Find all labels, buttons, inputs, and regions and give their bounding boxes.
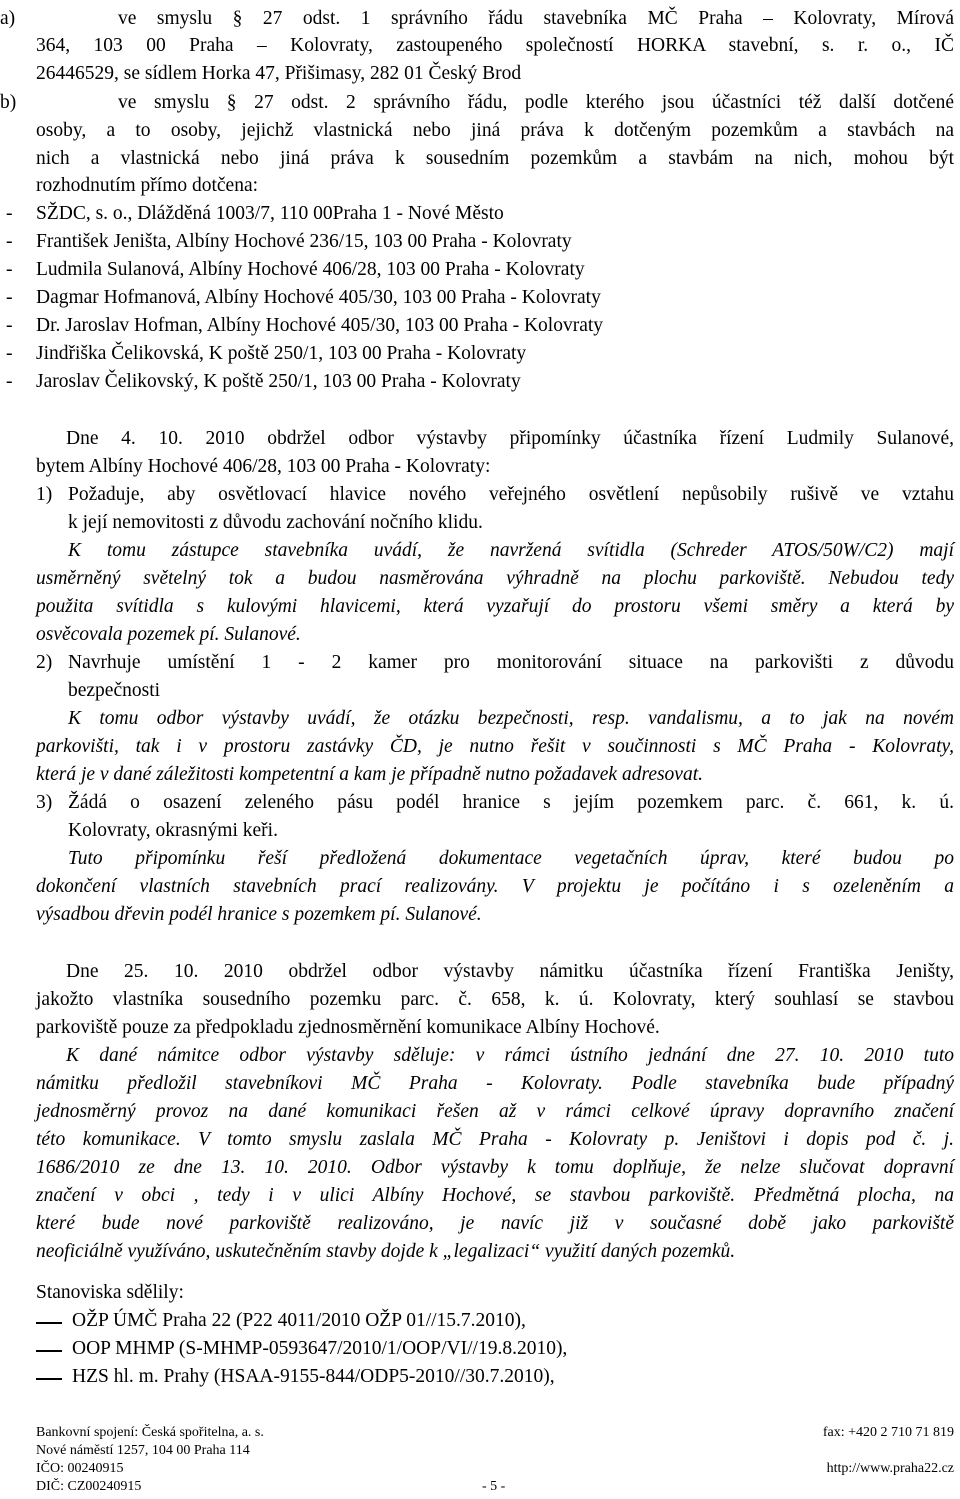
response-line: dokončení vlastních stavebních prací realizovány. V projektu je počítáno i s ozeleněním a — [36, 876, 954, 897]
objection-line: Dne 25. 10. 2010 obdržel odbor výstavby námitku účastníka řízení Františka Jeništy, — [66, 961, 954, 982]
objection-response-line: neoficiálně využíváno, uskutečněním stavby dojde k „legalizaci“ využití daných pozemků. — [36, 1241, 736, 1262]
item-b-line: ve smyslu § 27 odst. 2 správního řádu, podle kterého jsou účastníci též další dotčené — [118, 92, 954, 113]
item-a-line: 364, 103 00 Praha – Kolovraty, zastoupeného společností HORKA stavební, s. r. o., IČ — [36, 35, 954, 56]
comment-line: Požaduje, aby osvětlovací hlavice nového veřejného osvětlení nepůsobily rušivě ve vztahu — [68, 484, 954, 505]
item-b-line: rozhodnutím přímo dotčena: — [36, 175, 259, 196]
participant-item: Dagmar Hofmanová, Albíny Hochové 405/30, 103 00 Praha - Kolovraty — [36, 287, 601, 308]
comment-line: Žádá o osazení zeleného pásu podél hranice s jejím pozemkem parc. č. 661, k. ú. — [68, 792, 954, 813]
response-line: K tomu odbor výstavby uvádí, že otázku bezpečnosti, resp. vandalismu, a to jak na novém — [68, 708, 954, 729]
participant-item: Dr. Jaroslav Hofman, Albíny Hochové 405/30, 103 00 Praha - Kolovraty — [36, 315, 604, 336]
item-b-line: nich a vlastnická nebo jiná práva k sousedním pozemkům a stavbám na nich, mohou být — [36, 148, 954, 169]
objection-line: jakožto vlastníka sousedního pozemku parc. č. 658, k. ú. Kolovraty, který souhlasí se stavbou — [36, 989, 954, 1010]
comment-number: 2) — [36, 652, 53, 673]
item-b-label: b) — [0, 92, 17, 113]
response-line: která je v dané záležitosti kompetentní a kam je případně nutno požadavek adresovat. — [36, 764, 704, 785]
footer-address: Nové náměstí 1257, 104 00 Praha 114 — [36, 1443, 250, 1458]
response-line: usměrněný světelný tok a budou nasměrována výhradně na plochu parkoviště. Nebudou tedy — [36, 568, 954, 589]
comment-number: 3) — [36, 792, 53, 813]
list-dash: - — [6, 231, 13, 252]
response-line: výsadbou dřevin podél hranice s pozemkem pí. Sulanové. — [36, 904, 482, 925]
objection-response-line: K dané námitce odbor výstavby sděluje: v rámci ústního jednání dne 27. 10. 2010 tuto — [66, 1045, 954, 1066]
list-bullet — [36, 1378, 62, 1380]
comment-line: bezpečnosti — [68, 680, 161, 701]
item-a-line: ve smyslu § 27 odst. 1 správního řádu stavebníka MČ Praha – Kolovraty, Mírová — [118, 8, 954, 29]
objection-line: parkoviště pouze za předpokladu zjednosměrnění komunikace Albíny Hochové. — [36, 1017, 660, 1038]
list-bullet — [36, 1350, 62, 1352]
response-line: parkovišti, tak i v prostoru zastávky ČD, je nutno řešit v součinnosti s MČ Praha - Kolovraty, — [36, 736, 954, 757]
response-line: Tuto připomínku řeší předložená dokumentace vegetačních úprav, které budou po — [68, 848, 954, 869]
comment-line: Navrhuje umístění 1 - 2 kamer pro monitorování situace na parkovišti z důvodu — [68, 652, 954, 673]
footer-fax: fax: +420 2 710 71 819 — [822, 1425, 954, 1440]
objection-response-line: značení v obci , tedy i v ulici Albíny Hochové, se stavbou parkoviště. Předmětná plocha, na — [36, 1185, 954, 1206]
item-a-label: a) — [0, 8, 16, 29]
footer-ico: IČO: 00240915 — [36, 1461, 124, 1476]
response-line: použita svítidla s kulovými hlavicemi, která vyzařují do prostoru všemi směry a která by — [36, 596, 954, 617]
participant-item: František Jeništa, Albíny Hochové 236/15, 103 00 Praha - Kolovraty — [36, 231, 572, 252]
list-dash: - — [6, 259, 13, 280]
objection-response-line: této komunikace. V tomto smyslu zaslala MČ Praha - Kolovraty p. Jeništovi i dopis pod č. j. — [36, 1129, 954, 1150]
opinion-item: HZS hl. m. Prahy (HSAA-9155-844/ODP5-2010//30.7.2010), — [72, 1366, 555, 1387]
opinion-item: OOP MHMP (S-MHMP-0593647/2010/1/OOP/VI//19.8.2010), — [72, 1338, 568, 1359]
list-dash: - — [6, 343, 13, 364]
footer-dic: DIČ: CZ00240915 — [36, 1479, 142, 1494]
item-a-line: 26446529, se sídlem Horka 47, Přišimasy, 282 01 Český Brod — [36, 63, 522, 84]
participant-item: SŽDC, s. o., Dlážděná 1003/7, 110 00Praha 1 - Nové Město — [36, 203, 504, 224]
participant-item: Ludmila Sulanová, Albíny Hochové 406/28, 103 00 Praha - Kolovraty — [36, 259, 585, 280]
response-line: K tomu zástupce stavebníka uvádí, že navržená svítidla (Schreder ATOS/50W/C2) mají — [68, 540, 954, 561]
objection-response-line: které bude nové parkoviště realizováno, je navíc již v současné době jako parkoviště — [36, 1213, 954, 1234]
comment-number: 1) — [36, 484, 53, 505]
list-bullet — [36, 1322, 62, 1324]
participant-item: Jaroslav Čelikovský, K poště 250/1, 103 00 Praha - Kolovraty — [36, 371, 521, 392]
opinions-heading: Stanoviska sdělily: — [36, 1282, 184, 1303]
objection-response-line: 1686/2010 ze dne 13. 10. 2010. Odbor výstavby k tomu doplňuje, že nelze slučovat dopravní — [36, 1157, 954, 1178]
list-dash: - — [6, 371, 13, 392]
list-dash: - — [6, 287, 13, 308]
opinion-item: OŽP ÚMČ Praha 22 (P22 4011/2010 OŽP 01//15.7.2010), — [72, 1310, 526, 1331]
footer-bank: Bankovní spojení: Česká spořitelna, a. s. — [36, 1425, 264, 1440]
comment-line: k její nemovitosti z důvodu zachování nočního klidu. — [68, 512, 483, 533]
page-number: - 5 - — [482, 1479, 506, 1494]
response-line: osvěcovala pozemek pí. Sulanové. — [36, 624, 301, 645]
comment-line: Kolovraty, okrasnými keři. — [68, 820, 278, 841]
comments-intro-line: Dne 4. 10. 2010 obdržel odbor výstavby připomínky účastníka řízení Ludmily Sulanové, — [66, 428, 954, 449]
participant-item: Jindřiška Čelikovská, K poště 250/1, 103 00 Praha - Kolovraty — [36, 343, 527, 364]
comments-intro-line: bytem Albíny Hochové 406/28, 103 00 Praha - Kolovraty: — [36, 456, 491, 477]
list-dash: - — [6, 203, 13, 224]
item-b-line: osoby, a to osoby, jejichž vlastnická nebo jiná práva k dotčeným pozemkům a stavbách na — [36, 120, 954, 141]
list-dash: - — [6, 315, 13, 336]
objection-response-line: námitku předložil stavebníkovi MČ Praha - Kolovraty. Podle stavebníka bude případný — [36, 1073, 954, 1094]
objection-response-line: jednosměrný provoz na dané komunikaci řešen až v rámci celkové úpravy dopravního značení — [36, 1101, 954, 1122]
footer-web-link[interactable]: http://www.praha22.cz — [826, 1461, 954, 1476]
